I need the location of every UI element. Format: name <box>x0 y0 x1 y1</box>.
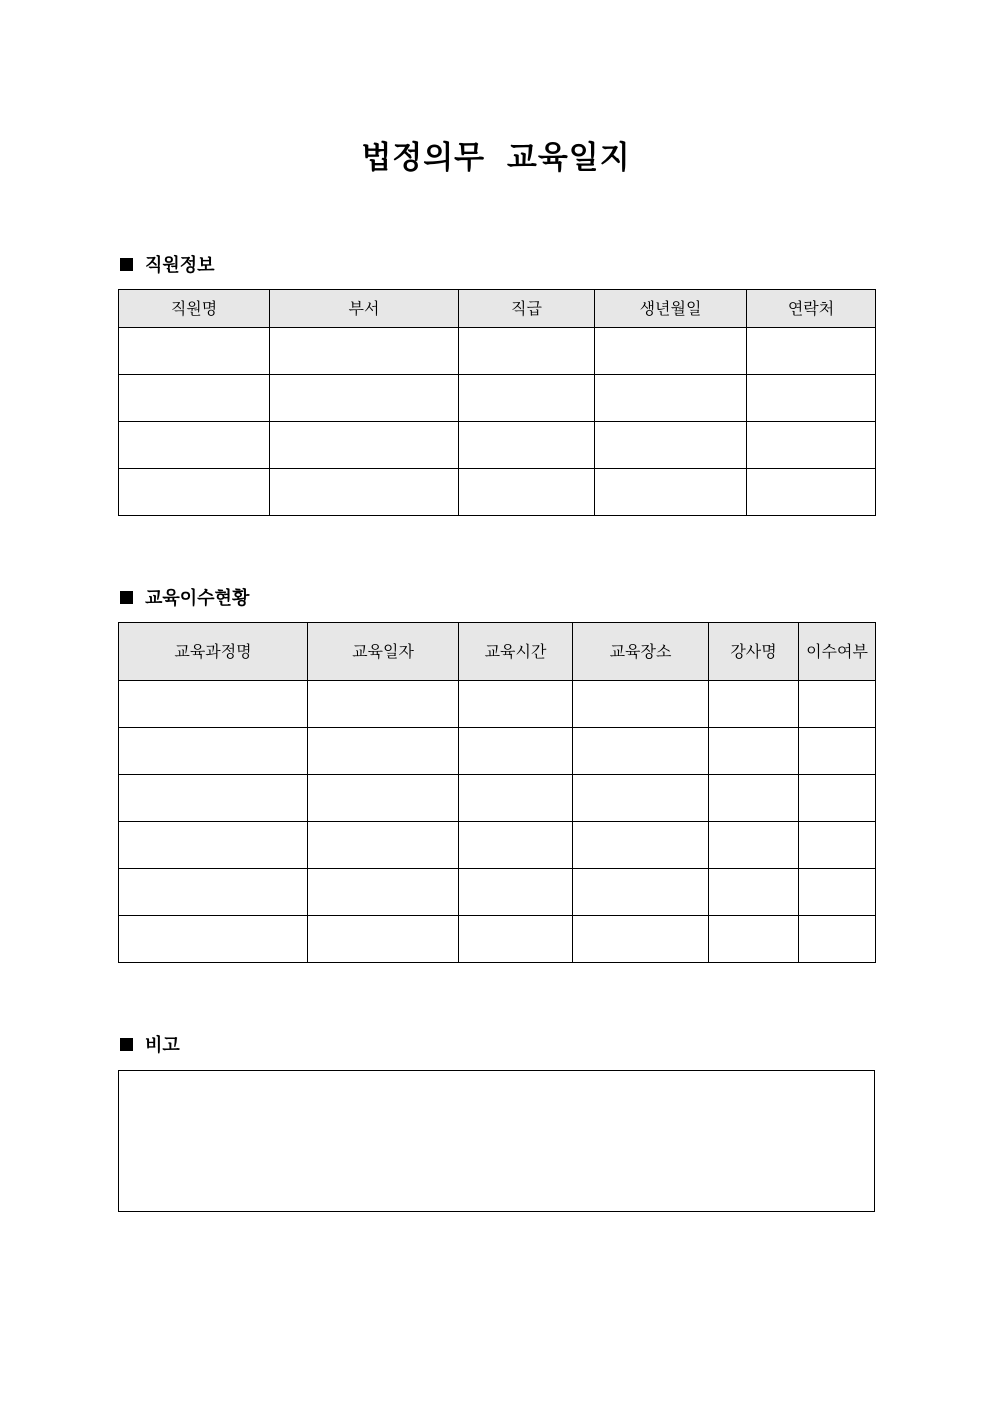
cell-course-name[interactable] <box>119 869 308 916</box>
cell-contact[interactable] <box>747 375 876 422</box>
table-row <box>119 869 876 916</box>
cell-employee-name[interactable] <box>119 469 270 516</box>
column-header-department: 부서 <box>270 290 459 328</box>
cell-completion[interactable] <box>799 869 876 916</box>
cell-birthdate[interactable] <box>595 328 747 375</box>
column-header-instructor: 강사명 <box>709 623 799 681</box>
cell-training-hours[interactable] <box>459 869 573 916</box>
table-row <box>119 469 876 516</box>
cell-contact[interactable] <box>747 469 876 516</box>
cell-position[interactable] <box>459 375 595 422</box>
cell-employee-name[interactable] <box>119 375 270 422</box>
cell-position[interactable] <box>459 422 595 469</box>
cell-completion[interactable] <box>799 775 876 822</box>
table-row <box>119 728 876 775</box>
cell-course-name[interactable] <box>119 681 308 728</box>
cell-completion[interactable] <box>799 822 876 869</box>
cell-department[interactable] <box>270 328 459 375</box>
training-status-table <box>118 622 876 963</box>
remarks-section-title: 비고 <box>145 1035 180 1056</box>
square-bullet-icon <box>120 258 133 271</box>
cell-position[interactable] <box>459 328 595 375</box>
cell-training-location[interactable] <box>573 728 709 775</box>
table-row <box>119 916 876 963</box>
cell-contact[interactable] <box>747 328 876 375</box>
cell-course-name[interactable] <box>119 728 308 775</box>
cell-employee-name[interactable] <box>119 328 270 375</box>
cell-instructor[interactable] <box>709 728 799 775</box>
column-header-training-hours: 교육시간 <box>459 623 573 681</box>
employee-section-title: 직원정보 <box>145 255 215 276</box>
cell-training-hours[interactable] <box>459 775 573 822</box>
cell-training-date[interactable] <box>308 775 459 822</box>
cell-course-name[interactable] <box>119 916 308 963</box>
cell-completion[interactable] <box>799 681 876 728</box>
cell-training-location[interactable] <box>573 681 709 728</box>
cell-birthdate[interactable] <box>595 469 747 516</box>
cell-training-hours[interactable] <box>459 681 573 728</box>
cell-training-date[interactable] <box>308 869 459 916</box>
square-bullet-icon <box>120 591 133 604</box>
cell-birthdate[interactable] <box>595 375 747 422</box>
square-bullet-icon <box>120 1038 133 1051</box>
cell-training-date[interactable] <box>308 916 459 963</box>
column-header-completion: 이수여부 <box>799 623 876 681</box>
employee-info-table <box>118 289 876 516</box>
cell-training-hours[interactable] <box>459 916 573 963</box>
column-header-birthdate: 생년월일 <box>595 290 747 328</box>
cell-course-name[interactable] <box>119 775 308 822</box>
cell-training-date[interactable] <box>308 728 459 775</box>
table-row <box>119 822 876 869</box>
cell-instructor[interactable] <box>709 681 799 728</box>
cell-birthdate[interactable] <box>595 422 747 469</box>
training-section-title: 교육이수현황 <box>145 588 250 609</box>
cell-instructor[interactable] <box>709 822 799 869</box>
cell-employee-name[interactable] <box>119 422 270 469</box>
cell-instructor[interactable] <box>709 916 799 963</box>
remarks-box[interactable] <box>118 1070 875 1212</box>
remarks-section-heading <box>120 1032 180 1056</box>
cell-training-location[interactable] <box>573 775 709 822</box>
cell-training-hours[interactable] <box>459 728 573 775</box>
cell-instructor[interactable] <box>709 775 799 822</box>
cell-department[interactable] <box>270 422 459 469</box>
employee-table-header <box>119 290 876 328</box>
cell-position[interactable] <box>459 469 595 516</box>
cell-training-hours[interactable] <box>459 822 573 869</box>
cell-training-location[interactable] <box>573 869 709 916</box>
cell-contact[interactable] <box>747 422 876 469</box>
column-header-course-name: 교육과정명 <box>119 623 308 681</box>
table-row <box>119 328 876 375</box>
table-row <box>119 775 876 822</box>
cell-completion[interactable] <box>799 728 876 775</box>
employee-section-heading <box>120 252 215 276</box>
cell-instructor[interactable] <box>709 869 799 916</box>
cell-department[interactable] <box>270 375 459 422</box>
column-header-position: 직급 <box>459 290 595 328</box>
page-title: 법정의무 교육일지 <box>361 140 631 176</box>
column-header-training-location: 교육장소 <box>573 623 709 681</box>
column-header-employee-name: 직원명 <box>119 290 270 328</box>
training-table-header <box>119 623 876 681</box>
table-row <box>119 422 876 469</box>
cell-training-date[interactable] <box>308 822 459 869</box>
cell-department[interactable] <box>270 469 459 516</box>
table-row <box>119 375 876 422</box>
cell-training-location[interactable] <box>573 822 709 869</box>
cell-training-location[interactable] <box>573 916 709 963</box>
column-header-training-date: 교육일자 <box>308 623 459 681</box>
training-section-heading <box>120 585 249 609</box>
cell-completion[interactable] <box>799 916 876 963</box>
table-row <box>119 681 876 728</box>
column-header-contact: 연락처 <box>747 290 876 328</box>
cell-training-date[interactable] <box>308 681 459 728</box>
cell-course-name[interactable] <box>119 822 308 869</box>
